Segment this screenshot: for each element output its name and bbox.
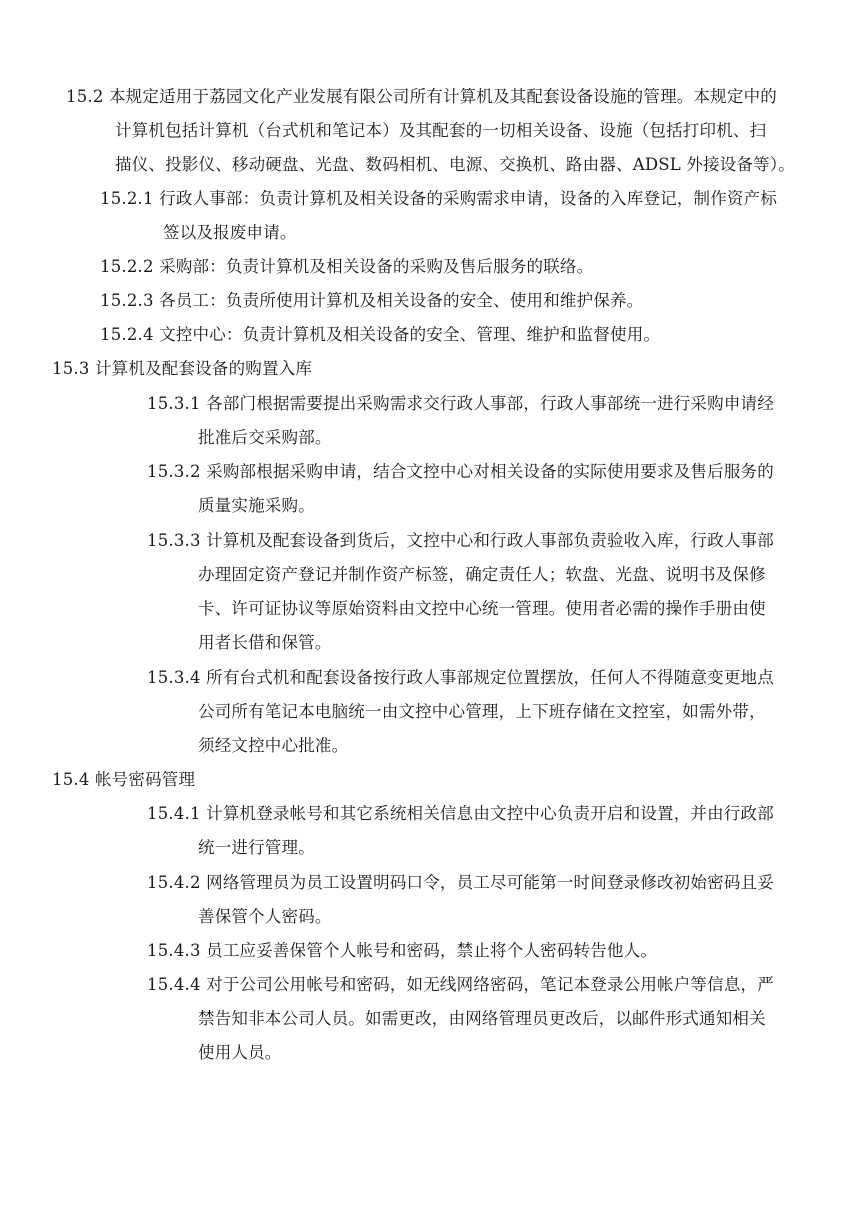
- section-15-3-heading: 15.3 计算机及配套设备的购置入库: [52, 359, 313, 378]
- clause-15-4-1-line-1: 15.4.1 计算机登录帐号和其它系统相关信息由文控中心负责开启和设置，并由行政部: [147, 804, 774, 823]
- clause-15-4-1-line-2: 统一进行管理。: [198, 838, 315, 857]
- clause-15-3-1-line-1: 15.3.1 各部门根据需要提出采购需求交行政人事部，行政人事部统一进行采购申请经: [147, 394, 774, 413]
- section-15-2-line-3: 描仪、投影仪、移动硬盘、光盘、数码相机、电源、交换机、路由器、ADSL 外接设备等）。: [115, 155, 795, 174]
- clause-15-4-4-line-3: 使用人员。: [198, 1043, 282, 1062]
- clause-15-3-3-line-2: 办理固定资产登记并制作资产标签，确定责任人；软盘、光盘、说明书及保修: [198, 565, 766, 584]
- clause-15-3-2-line-2: 质量实施采购。: [198, 496, 315, 515]
- clause-15-3-2-line-1: 15.3.2 采购部根据采购申请，结合文控中心对相关设备的实际使用要求及售后服务的: [147, 462, 774, 481]
- clause-15-2-4: 15.2.4 文控中心：负责计算机及相关设备的安全、管理、维护和监督使用。: [100, 325, 661, 344]
- clause-15-4-4-line-1: 15.4.4 对于公司公用帐号和密码，如无线网络密码，笔记本登录公用帐户等信息，严: [147, 975, 774, 994]
- clause-15-3-4-line-3: 须经文控中心批准。: [198, 736, 349, 755]
- clause-15-4-3: 15.4.3 员工应妥善保管个人帐号和密码，禁止将个人密码转告他人。: [147, 941, 658, 960]
- clause-15-4-2-line-2: 善保管个人密码。: [198, 907, 332, 926]
- clause-15-3-3-line-3: 卡、许可证协议等原始资料由文控中心统一管理。使用者必需的操作手册由使: [198, 599, 766, 618]
- clause-15-2-3: 15.2.3 各员工：负责所使用计算机及相关设备的安全、使用和维护保养。: [100, 291, 644, 310]
- clause-15-3-3-line-1: 15.3.3 计算机及配套设备到货后，文控中心和行政人事部负责验收入库，行政人事部: [147, 531, 774, 550]
- clause-15-3-4-line-2: 公司所有笔记本电脑统一由文控中心管理，上下班存储在文控室，如需外带，: [198, 702, 766, 721]
- clause-15-2-1-line-1: 15.2.1 行政人事部：负责计算机及相关设备的采购需求申请，设备的入库登记，制作资产标: [100, 189, 778, 208]
- clause-15-3-4-line-1: 15.3.4 所有台式机和配套设备按行政人事部规定位置摆放，任何人不得随意变更地点: [147, 668, 774, 687]
- section-15-2-line-2: 计算机包括计算机（台式机和笔记本）及其配套的一切相关设备、设施（包括打印机、扫: [115, 121, 767, 140]
- clause-15-2-1-line-2: 签以及报废申请。: [163, 223, 297, 242]
- clause-15-4-2-line-1: 15.4.2 网络管理员为员工设置明码口令，员工尽可能第一时间登录修改初始密码且妥: [147, 873, 774, 892]
- clause-15-4-4-line-2: 禁告知非本公司人员。如需更改，由网络管理员更改后，以邮件形式通知相关: [198, 1009, 766, 1028]
- section-15-4-heading: 15.4 帐号密码管理: [52, 770, 196, 789]
- section-15-2-line-1: 15.2 本规定适用于荔园文化产业发展有限公司所有计算机及其配套设备设施的管理。本规定中的: [66, 87, 777, 106]
- clause-15-2-2: 15.2.2 采购部：负责计算机及相关设备的采购及售后服务的联络。: [100, 257, 594, 276]
- clause-15-3-1-line-2: 批准后交采购部。: [198, 428, 332, 447]
- clause-15-3-3-line-4: 用者长借和保管。: [198, 633, 332, 652]
